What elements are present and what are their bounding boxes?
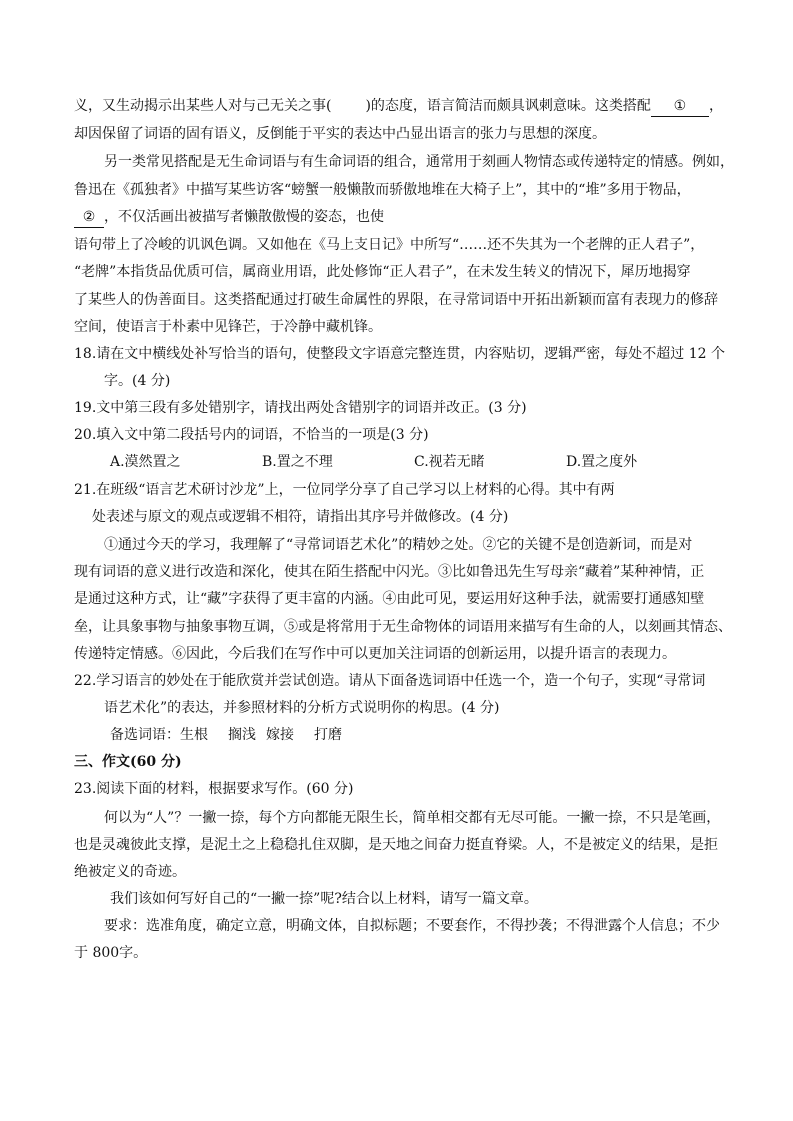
q21-line-1: 21.在班级“语言艺术研讨沙龙”上，一位同学分享了自己学习以上材料的心得。其中有两 (74, 482, 615, 498)
q21-text-1: ①通过今天的学习，我理解了“寻常词语艺术化”的精妙之处。②它的关键不是创造新词，而是对 (104, 537, 693, 553)
q22-word-label: 备选词语： (110, 727, 180, 743)
q23-stem: 23.阅读下面的材料，根据要求写作。(60 分) (74, 781, 354, 797)
q18-line-1: 18.请在文中横线处补写恰当的语句，使整段文字语意完整连贯，内容贴切，逻辑严密，每处不超过 12 个 (74, 346, 725, 362)
q23-requirement-2: 于 800字。 (74, 945, 148, 961)
q22-word-4: 打磨 (314, 727, 342, 743)
q20-option-b: B.置之不理 (262, 454, 333, 470)
q23-task: 我们该如何写好自己的“一撇一捺”呢?结合以上材料，请写一篇文章。 (110, 891, 538, 907)
q20-options (110, 452, 718, 472)
q20-option-c: C.视若无睹 (414, 454, 485, 470)
q20-option-a: A.漠然置之 (110, 454, 181, 470)
q20-stem: 20.填入文中第二段括号内的词语，不恰当的一项是(3 分) (74, 427, 429, 443)
p1-line-1: 义，又生动揭示出某些人对与己无关之事( )的态度，语言简洁而颇具讽刺意味。这类搭配 ① ， (74, 96, 723, 117)
q22-word-1: 生根 (180, 727, 208, 743)
q19-stem: 19.文中第三段有多处错别字，请找出两处含错别字的词语并改正。(3 分) (74, 400, 527, 416)
p2-line-7: 空间，使语言于朴素中见锋芒，于冷静中藏机锋。 (74, 319, 382, 335)
q20-option-d: D.置之度外 (566, 454, 638, 470)
q22-word-3: 嫁接 (266, 727, 294, 743)
blank-2: ② (74, 207, 104, 228)
p2-line-6: 了某些人的伪善面目。这类搭配通过打破生命属性的界限，在寻常词语中开拓出新颖而富有表现力的修辞 (74, 292, 718, 308)
p2-line-5: “老牌”本指货品优质可信，属商业用语，此处修饰“正人君子”，在未发生转义的情况下，犀历地揭穿 (74, 264, 691, 280)
q23-material-3: 绝被定义的奇迹。 (74, 864, 186, 880)
q23-requirement-1: 要求：选准角度，确定立意，明确文体，自拟标题；不要套作，不得抄袭；不得泄露个人信息；不少 (104, 918, 720, 934)
q21-text-3: 是通过这种方式，让“藏”字获得了更丰富的内涵。④由此可见，要运用好这种手法，就需要打通感知壁 (74, 591, 705, 607)
p2-line-4: 语句带上了冷峻的讥讽色调。又如他在《马上支日记》中所写“……还不失其为一个老牌的正人君子”， (74, 237, 705, 253)
q21-text-2: 现有词语的意义进行改造和深化，使其在陌生搭配中闪光。③比如鲁迅先生写母亲“藏着”某种神情，正 (74, 564, 705, 580)
p2-line-1: 另一类常见搭配是无生命词语与有生命词语的组合，通常用于刻画人物情态或传递特定的情感。例如， (104, 154, 734, 170)
q22-word-2: 搁浅 (228, 727, 256, 743)
q21-line-2: 处表述与原文的观点或逻辑不相符，请指出其序号并做修改。(4 分) (92, 509, 509, 525)
q22-word-list (110, 725, 342, 745)
p1-line-2: 却因保留了词语的固有语义，反倒能于平实的表达中凸显出语言的张力与思想的深度。 (74, 126, 606, 142)
q21-text-4: 垒，让具象事物与抽象事物互调，⑤或是将常用于无生命物体的词语用来描写有生命的人，以刻画其情态、 (74, 619, 732, 635)
p2-line-3: ② ，不仅活画出被描写者懒散傲慢的姿态，也使 (74, 207, 384, 228)
q23-material-1: 何以为“人”？一撇一捺，每个方向都能无限生长，简单相交都有无尽可能。一撇一捺，不只是笔画， (104, 810, 721, 826)
q22-line-2: 语艺术化”的表达，并参照材料的分析方式说明你的构思。(4 分) (104, 700, 500, 716)
section-title: 三、作文(60 分) (74, 754, 182, 770)
p2-line-2: 鲁迅在《孤独者》中描写某些访客“螃蟹一般懒散而骄傲地堆在大椅子上”，其中的“堆”多用于物品， (74, 182, 691, 198)
q22-line-1: 22.学习语言的妙处在于能欣赏并尝试创造。请从下面备选词语中任选一个，造一个句子，实现“寻常词 (74, 673, 706, 689)
q23-material-2: 也是灵魂彼此支撑，是泥土之上稳稳扎住双脚，是天地之间奋力挺直脊梁。人，不是被定义的结果，是拒 (74, 837, 718, 853)
blank-1: ① (651, 96, 709, 117)
q21-text-5: 传递特定情感。⑥因此，今后我们在写作中可以更加关注词语的创新运用，以提升语言的表现力。 (74, 646, 676, 662)
q18-line-2: 字。(4 分) (104, 373, 171, 389)
